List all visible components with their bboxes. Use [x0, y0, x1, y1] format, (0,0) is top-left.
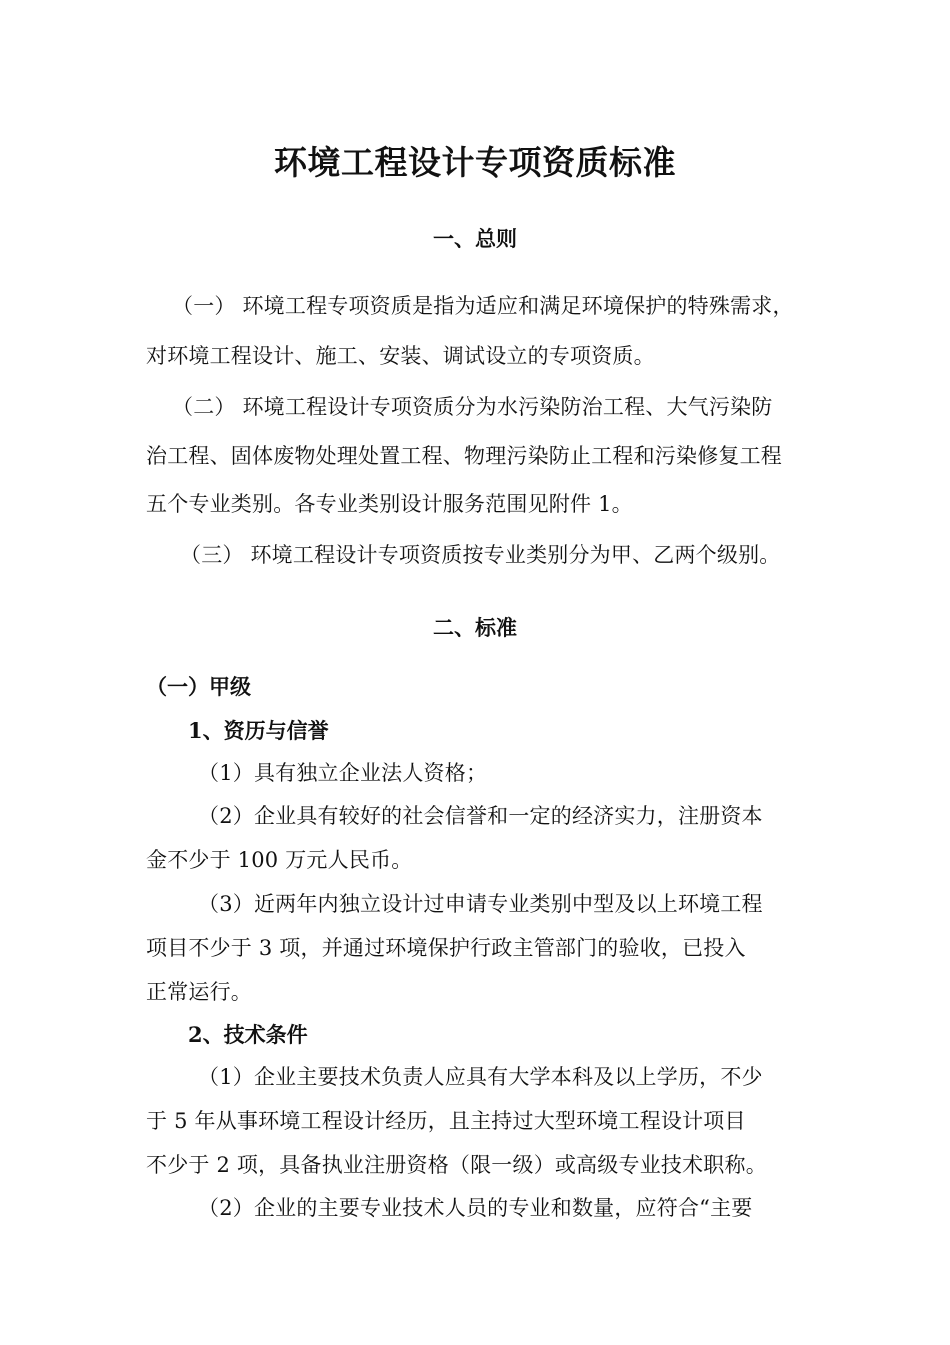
list-item-continuation: 于 5 年从事环境工程设计经历，且主持过大型环境工程设计项目	[146, 1109, 746, 1133]
list-item-continuation: 项目不少于 3 项，并通过环境保护行政主管部门的验收，已投入	[146, 936, 746, 960]
list-item: （3）近两年内独立设计过申请专业类别中型及以上环境工程	[198, 892, 763, 916]
list-item: （1）企业主要技术负责人应具有大学本科及以上学历，不少	[198, 1065, 763, 1089]
paragraph-line: （三） 环境工程设计专项资质按专业类别分为甲、乙两个级别。	[180, 543, 781, 567]
grade-heading: （一）甲级	[146, 674, 251, 699]
section-heading-standard: 二、标准	[433, 615, 517, 640]
paragraph-line: （一） 环境工程专项资质是指为适应和满足环境保护的特殊需求，	[172, 294, 794, 318]
paragraph-line: 对环境工程设计、施工、安装、调试设立的专项资质。	[146, 344, 655, 368]
list-item-continuation: 正常运行。	[146, 980, 252, 1004]
subsection-heading: 1、资历与信誉	[188, 718, 329, 743]
list-item: （2）企业具有较好的社会信誉和一定的经济实力，注册资本	[198, 804, 763, 828]
list-item-continuation: 金不少于 100 万元人民币。	[146, 848, 413, 872]
paragraph-line: （二） 环境工程设计专项资质分为水污染防治工程、大气污染防	[172, 395, 773, 419]
document-title: 环境工程设计专项资质标准	[274, 143, 676, 182]
paragraph-line: 五个专业类别。各专业类别设计服务范围见附件 1。	[146, 492, 633, 516]
subsection-heading: 2、技术条件	[188, 1022, 308, 1047]
section-heading-general: 一、总则	[433, 226, 517, 251]
paragraph-line: 治工程、固体废物处理处置工程、物理污染防止工程和污染修复工程	[146, 444, 782, 468]
list-item: （2）企业的主要专业技术人员的专业和数量，应符合“主要	[198, 1196, 753, 1220]
list-item-continuation: 不少于 2 项，具备执业注册资格（限一级）或高级专业技术职称。	[146, 1153, 767, 1177]
list-item: （1）具有独立企业法人资格；	[198, 761, 488, 785]
